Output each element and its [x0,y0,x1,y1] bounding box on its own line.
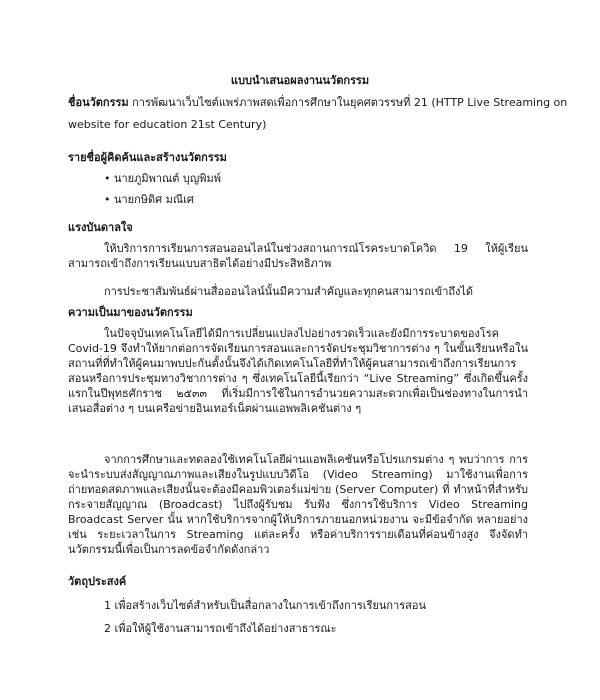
background-text-1: ในปัจจุบันเทคโนโลยีได้มีการเปลี่ยนแปลงไปอย่างรวดเร็วและยังมีการระบาดของโรค Covid-19 จึงทำให้ยากต่อการจัดเรียนการสอนและการจัดประชุมวิชาการต่าง ๆ ในขั้นเรียนหรือในสถานที่ที่ทำให้ผู้คนมาพบปะกันตั้งนั้นจึงได้เกิดเทคโนโลยีที่ทำให้ผู้คนสามารถเข้าถึงการเรียนการสอนหรือการประชุมทางวิชาการต่าง ๆ ซึ่งเทคโนโลยีนี้เรียกว่า “Live Streaming” ซึ่งเกิดขึ้นครั้งแรกในปีพุทธศักราช ๒๕๓๓ ที่เริ่มมีการใช้ในการอำนวยความสะดวกเพื่อเป็นช่องทางในการนำเสนอสื่อต่าง ๆ บนเครือข่ายอินเทอร์เน็ตผ่านแอพพลิเคชันต่าง ๆ [68,327,528,415]
innovation-name-cont: website for education 21st Century) [68,118,267,131]
background-text-2: จากการศึกษาและทดลองใช้เทคโนโลยีผ่านแอพลิเคชันหรือโปรแกรมต่าง ๆ พบว่าการ การจะนำระบบส่งสัญญาณภาพและเสียงในรูปแบบวิดีโอ (Video Streaming) มาใช้งานเพื่อการถ่ายทอดสดภาพและเสียงนั้นจะต้องมีคอมพิวเตอร์แม่ข่าย (Server Computer) ที่ ทำหน้าที่สำหรับกระจายสัญญาณ (Broadcast) ไปถึงผู้รับชม รับฟัง ซึ่งการใช้บริการ Video Streaming Broadcast Server นั้น หากใช้บริการจากผู้ให้บริการภายนอกหน่วยงาน จะมีข้อจำกัด หลายอย่าง เช่น ระยะเวลาในการ Streaming แต่ละครั้ง หรือค่าบริการรายเดือนที่ค่อนข้างสูง จึงจัดทำนวัตกรรมนี้เพื่อเป็นการลดข้อจำกัดดังกล่าว [68,453,528,556]
background-paragraph-2 [68,452,528,557]
inspiration-text-1: ให้บริการการเรียนการสอนออนไลน์ในช่วงสถานการณ์โรคระบาดโควิด 19 ให้ผู้เรียนสามารถเข้าถึงการเรียนแบบสาธิตได้อย่างมีประสิทธิภาพ [68,242,528,270]
inspiration-paragraph-1 [68,241,528,271]
inspiration-heading: แรงบันดาลใจ [68,221,133,234]
objective-item: 1 เพื่อสร้างเว็บไซต์สำหรับเป็นสื่อกลางในการเข้าถึงการเรียนการสอน [104,599,426,612]
innovation-name: การพัฒนาเว็บไซต์แพร่ภาพสดเพื่อการศึกษาในยุคศตวรรษที่ 21 (HTTP Live Streaming on [132,96,568,109]
creator-item: • นายกษิดิศ มณีเศ [104,193,194,206]
document-title: แบบนำเสนอผลงานนวัตกรรม [230,74,370,87]
background-paragraph-1 [68,326,528,416]
creators-heading: รายชื่อผู้คิดค้นและสร้างนวัตกรรม [68,151,227,164]
innovation-name-line [0,95,600,110]
inspiration-paragraph-2: การประชาสัมพันธ์ผ่านสื่อออนไลน์นั้นมีความสำคัญและทุกคนสามารถเข้าถึงได้ [104,285,474,298]
innovation-name-label: ชื่อนวัตกรรม [68,96,129,109]
objective-item: 2 เพื่อให้ผู้ใช้งานสามารถเข้าถึงได้อย่างสาธารณะ [104,622,337,635]
background-heading: ความเป็นมาของนวัตกรรม [68,306,193,319]
creator-item: • นายภูมิพาณต์ บุญพิมพ์ [104,172,222,185]
objectives-heading: วัตถุประสงค์ [68,575,127,588]
